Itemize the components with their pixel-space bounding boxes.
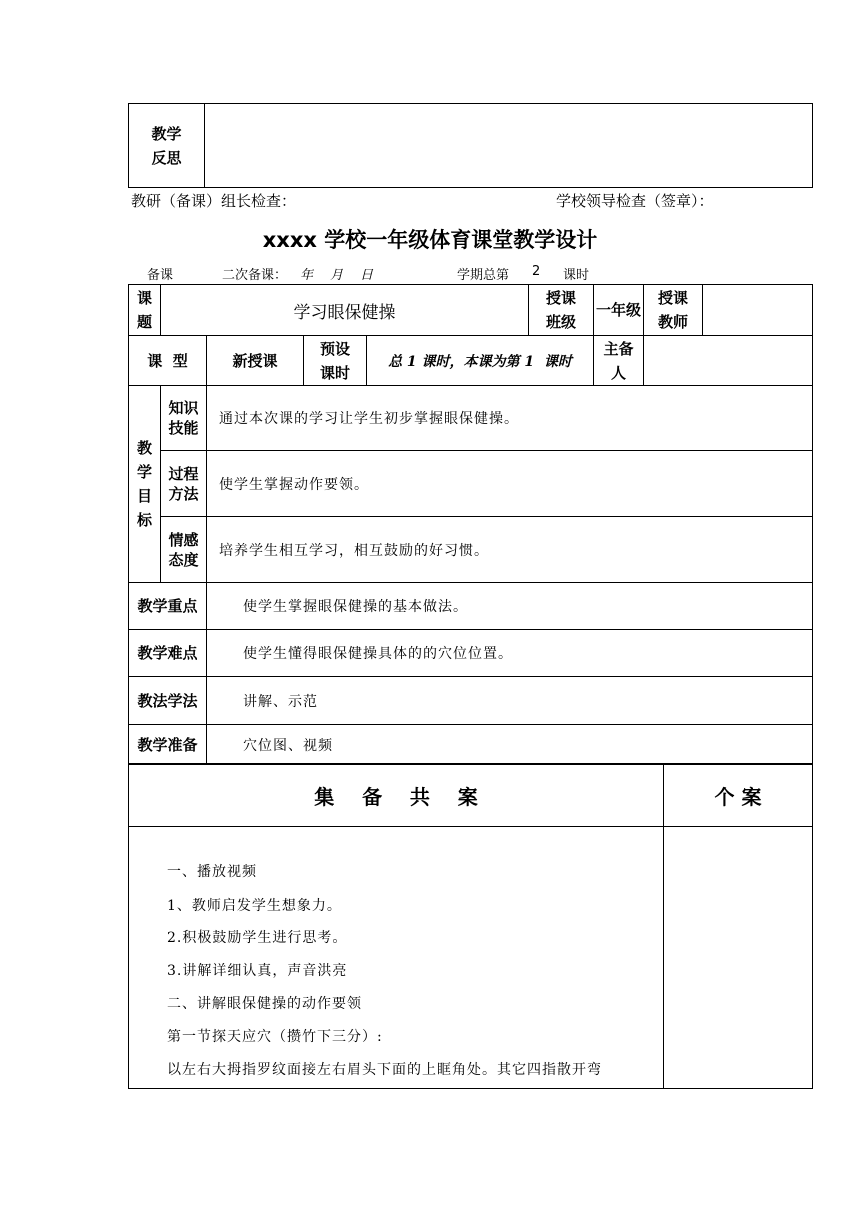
plan-line: 一、播放视频 (167, 864, 257, 880)
topic-label-line2: 题 (136, 313, 152, 331)
plan-line: 第一节探天应穴（攒竹下三分）: (167, 1029, 383, 1045)
objective-sublabel (161, 386, 207, 451)
date-month: 月 (330, 268, 344, 283)
topic-label (129, 285, 161, 336)
shared-plan-header: 集 备 共 案 (129, 764, 664, 827)
date-year: 年 (300, 268, 314, 283)
plan-body-row (129, 827, 813, 1089)
objective-sublabel-line2: 方法 (168, 484, 199, 503)
teacher-label-line2: 教师 (657, 313, 688, 331)
difficulty-label: 教学难点 (129, 630, 207, 677)
lead-label-line2: 人 (610, 363, 626, 382)
objectives-label-char: 学 (136, 463, 152, 481)
plan-header-row (129, 764, 813, 827)
objective-row-1 (129, 386, 813, 451)
individual-plan-header: 个 案 (664, 764, 813, 827)
key-point-row (129, 583, 813, 630)
group-leader-check: 教研（备课）组长检查： (131, 192, 297, 210)
reflection-label-line2: 反思 (151, 148, 182, 167)
term-total-label: 学期总第 (457, 268, 510, 283)
key-point-label: 教学重点 (129, 583, 207, 630)
second-prep-label: 二次备课： (222, 268, 288, 283)
objective-text[interactable]: 培养学生相互学习，相互鼓励的好习惯。 (207, 517, 813, 583)
type-row (129, 336, 813, 386)
objective-sublabel-line2: 态度 (168, 550, 199, 569)
lead-teacher-label (594, 336, 644, 386)
plan-hours-value[interactable]: 总 1 课时，本课为第 1 课时 (367, 336, 594, 386)
objective-sublabel (161, 517, 207, 583)
objectives-label-char: 标 (136, 511, 152, 529)
plan-line: 1、教师启发学生想象力。 (167, 898, 342, 914)
page-title: xxxx 学校一年级体育课堂教学设计 (262, 228, 598, 252)
objectives-label (129, 386, 161, 583)
preparation-row (129, 725, 813, 765)
teacher-label-line1: 授课 (657, 289, 688, 307)
shared-plan-content[interactable] (129, 827, 664, 1089)
method-text[interactable]: 讲解、示范 (207, 677, 813, 725)
plan-label-line1: 预设 (319, 339, 350, 358)
objectives-label-char: 教 (136, 439, 152, 457)
date-day: 日 (360, 268, 374, 283)
lesson-number: 2 (532, 264, 541, 279)
objective-sublabel-line1: 知识 (168, 399, 199, 417)
objective-text[interactable]: 使学生掌握动作要领。 (207, 451, 813, 517)
lesson-unit: 课时 (563, 268, 590, 283)
reflection-table (128, 103, 813, 188)
preparation-label: 教学准备 (129, 725, 207, 765)
plan-line: 3.讲解详细认真，声音洪亮 (167, 963, 348, 979)
plan-hours-label (304, 336, 367, 386)
objective-sublabel-line1: 过程 (168, 464, 199, 483)
topic-row (129, 285, 813, 336)
objective-row-2 (129, 451, 813, 517)
topic-label-line1: 课 (136, 289, 152, 307)
lesson-plan-table (128, 763, 813, 1089)
objective-sublabel-line2: 技能 (168, 419, 199, 437)
preparation-text[interactable]: 穴位图、视频 (207, 725, 813, 765)
difficulty-text[interactable]: 使学生懂得眼保健操具体的的穴位位置。 (207, 630, 813, 677)
lead-teacher-value[interactable] (644, 336, 813, 386)
objective-row-3 (129, 517, 813, 583)
type-label: 课 型 (129, 336, 207, 386)
reflection-content[interactable] (205, 104, 813, 188)
individual-plan-content[interactable] (664, 827, 813, 1089)
class-label (529, 285, 594, 336)
plan-line: 二、讲解眼保健操的动作要领 (167, 996, 362, 1012)
difficulty-row (129, 630, 813, 677)
objectives-label-char: 目 (136, 487, 152, 505)
type-value[interactable]: 新授课 (207, 336, 304, 386)
topic-value[interactable]: 学习眼保健操 (161, 285, 529, 336)
method-row (129, 677, 813, 725)
key-point-text[interactable]: 使学生掌握眼保健操的基本做法。 (207, 583, 813, 630)
plan-line: 以左右大拇指罗纹面接左右眉头下面的上眶角处。其它四指散开弯 (167, 1062, 602, 1078)
class-label-line2: 班级 (545, 313, 576, 331)
teacher-value[interactable] (703, 285, 813, 336)
lead-label-line1: 主备 (603, 339, 634, 358)
teacher-label (644, 285, 703, 336)
lesson-info-table (128, 284, 813, 765)
beike-label: 备课 (147, 268, 174, 283)
method-label: 教法学法 (129, 677, 207, 725)
school-leader-check: 学校领导检查（签章）： (556, 192, 714, 210)
reflection-label-line1: 教学 (151, 124, 182, 143)
plan-line: 2.积极鼓励学生进行思考。 (167, 930, 348, 946)
class-label-line1: 授课 (545, 289, 576, 307)
reflection-label (129, 104, 205, 188)
objective-sublabel (161, 451, 207, 517)
class-value[interactable]: 一年级 (594, 285, 644, 336)
plan-label-line2: 课时 (319, 363, 350, 382)
objective-text[interactable]: 通过本次课的学习让学生初步掌握眼保健操。 (207, 386, 813, 451)
objective-sublabel-line1: 情感 (168, 530, 199, 549)
